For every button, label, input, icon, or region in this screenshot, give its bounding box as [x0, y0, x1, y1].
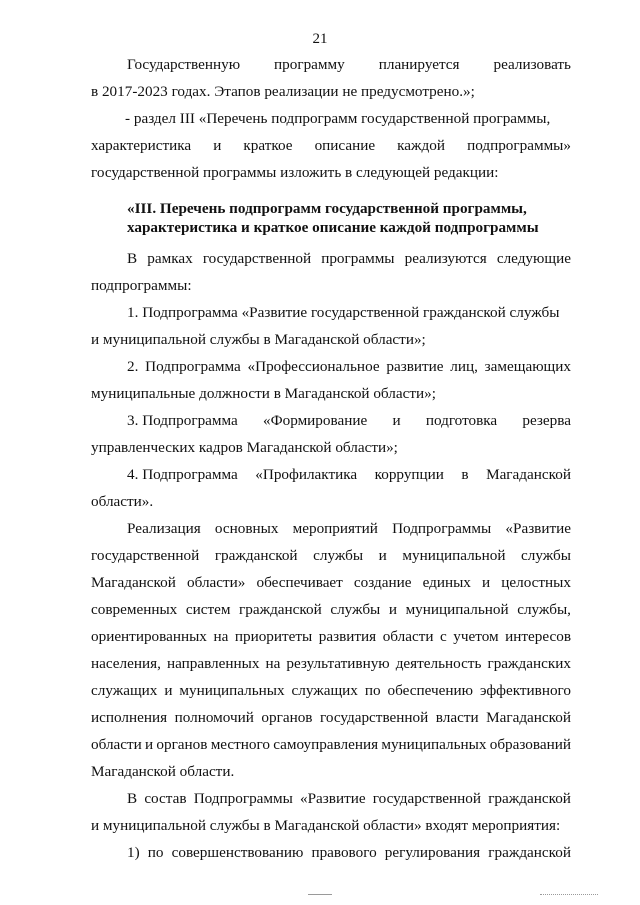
text-line	[91, 137, 571, 155]
word: самоуправления	[273, 736, 379, 753]
word: «Развитие	[505, 520, 571, 537]
text-line	[91, 682, 571, 700]
word: гражданской	[488, 844, 571, 861]
word: В	[127, 250, 138, 267]
word: области	[91, 736, 142, 753]
scan-footer-marks	[0, 888, 640, 905]
word: «Профилактика	[255, 466, 358, 483]
word: обеспечивает	[256, 574, 343, 591]
word: по	[364, 682, 381, 699]
word: целостных	[501, 574, 571, 591]
word: В	[127, 790, 138, 807]
text-line	[91, 547, 571, 565]
word: муниципальных	[179, 682, 285, 699]
word: подготовка	[425, 412, 498, 429]
word: современных	[91, 601, 178, 618]
text-line: и муниципальной службы в Магаданской области» входят мероприятия:	[91, 817, 561, 834]
word: 1)	[127, 844, 140, 861]
word: служащих	[91, 682, 158, 699]
word: подпрограммы»	[467, 137, 571, 154]
text-line: области».	[91, 493, 154, 510]
word: «Профессиональное	[247, 358, 380, 375]
word: описание	[314, 137, 376, 154]
word: мероприятий	[292, 520, 378, 537]
footer-mark-right	[540, 894, 598, 896]
word: и	[378, 547, 387, 564]
word: по	[147, 844, 164, 861]
text-line	[127, 466, 571, 484]
word: направленных	[166, 655, 260, 672]
page-number: 21	[312, 31, 328, 47]
word: 4. Подпрограмма	[127, 466, 238, 483]
word: гражданской	[214, 547, 298, 564]
text-line	[127, 790, 571, 808]
word: развития	[318, 628, 377, 645]
word: муниципальной	[405, 601, 509, 618]
word: и	[482, 574, 491, 591]
word: службы,	[517, 601, 571, 618]
text-line	[127, 520, 571, 538]
word: единых	[422, 574, 471, 591]
word: полномочий	[174, 709, 254, 726]
word: замещающих	[484, 358, 571, 375]
text-line	[127, 358, 571, 376]
word: лиц,	[450, 358, 478, 375]
word: характеристика	[91, 137, 192, 154]
word: службы	[330, 601, 381, 618]
text-line	[127, 412, 571, 430]
word: краткое	[243, 137, 293, 154]
text-line	[127, 56, 571, 74]
word: реализовать	[493, 56, 571, 73]
word: результативную	[286, 655, 390, 672]
word: коррупции	[374, 466, 444, 483]
text-line	[91, 601, 571, 619]
word: и	[213, 137, 222, 154]
word: образований	[489, 736, 571, 753]
text-line: в 2017-2023 годах. Этапов реализации не предусмотрено.»;	[91, 83, 475, 100]
word: основных	[214, 520, 279, 537]
word: власти	[435, 709, 479, 726]
word: ориентированных	[91, 628, 207, 645]
text-line	[91, 709, 571, 727]
word: местного	[210, 736, 270, 753]
word: и	[388, 601, 397, 618]
text-line: подпрограммы:	[91, 277, 192, 294]
word: 2.	[127, 358, 139, 375]
word: гражданской	[488, 790, 571, 807]
word: реализуются	[404, 250, 487, 267]
word: населения,	[91, 655, 161, 672]
text-line: и муниципальной службы в Магаданской области»;	[91, 331, 426, 348]
word: государственной	[202, 250, 312, 267]
word: рамках	[147, 250, 193, 267]
word: муниципальных	[381, 736, 487, 753]
word: муниципальной	[402, 547, 506, 564]
word: государственной	[320, 709, 429, 726]
word: программу	[274, 56, 345, 73]
text-line	[127, 844, 571, 862]
word: резерва	[522, 412, 571, 429]
word: каждой	[397, 137, 445, 154]
word: на	[265, 655, 281, 672]
word: области»	[187, 574, 246, 591]
word: деятельность	[395, 655, 482, 672]
word: и	[145, 736, 154, 753]
word: обеспечению	[387, 682, 473, 699]
section-heading-line-2: характеристика и краткое описание каждой подпрограммы	[127, 219, 539, 236]
word: учетом	[453, 628, 499, 645]
word: развитие	[386, 358, 444, 375]
text-line: муниципальные должности в Магаданской области»;	[91, 385, 436, 402]
word: и	[164, 682, 173, 699]
word: Подпрограммы	[193, 790, 293, 807]
text-line: управленческих кадров Магаданской области»;	[91, 439, 398, 456]
word: службы	[313, 547, 364, 564]
word: планируется	[378, 56, 460, 73]
word: Реализация	[127, 520, 201, 537]
word: с	[440, 628, 447, 645]
word: «Развитие	[300, 790, 366, 807]
word: Государственную	[127, 56, 241, 73]
text-line	[91, 736, 571, 754]
word: интересов	[505, 628, 571, 645]
word: «Формирование	[263, 412, 368, 429]
word: служащих	[291, 682, 358, 699]
word: Подпрограмма	[145, 358, 241, 375]
word: совершенствованию	[171, 844, 304, 861]
footer-mark-center	[308, 894, 332, 895]
word: органов	[261, 709, 313, 726]
word: программы	[321, 250, 395, 267]
word: приоритеты	[234, 628, 313, 645]
text-line: - раздел III «Перечень подпрограмм государственной программы,	[125, 110, 551, 127]
word: на	[213, 628, 229, 645]
word: Магаданской	[91, 574, 176, 591]
word: государственной	[91, 547, 200, 564]
text-line: государственной программы изложить в следующей редакции:	[91, 164, 499, 181]
text-line	[91, 655, 571, 673]
word: в	[461, 466, 469, 483]
text-line	[91, 628, 571, 646]
section-heading-line-1: «III. Перечень подпрограмм государственной программы,	[127, 200, 527, 217]
word: состав	[144, 790, 187, 807]
word: исполнения	[91, 709, 168, 726]
word: создание	[353, 574, 412, 591]
word: правового	[311, 844, 377, 861]
word: систем	[185, 601, 231, 618]
word: области	[382, 628, 434, 645]
word: Магаданской	[486, 709, 571, 726]
word: гражданской	[239, 601, 322, 618]
text-line	[91, 574, 571, 592]
word: регулирования	[384, 844, 481, 861]
word: эффективного	[479, 682, 571, 699]
word: следующие	[496, 250, 571, 267]
word: государственной	[372, 790, 482, 807]
word: органов	[156, 736, 208, 753]
text-line: 1. Подпрограмма «Развитие государственной гражданской службы	[127, 304, 560, 321]
word: гражданских	[487, 655, 571, 672]
word: Подпрограммы	[392, 520, 492, 537]
word: службы	[521, 547, 571, 564]
text-line	[127, 250, 571, 268]
word: и	[392, 412, 401, 429]
text-line: Магаданской области.	[91, 763, 235, 780]
section-heading	[91, 199, 571, 237]
word: 3. Подпрограмма	[127, 412, 238, 429]
word: Магаданской	[486, 466, 571, 483]
